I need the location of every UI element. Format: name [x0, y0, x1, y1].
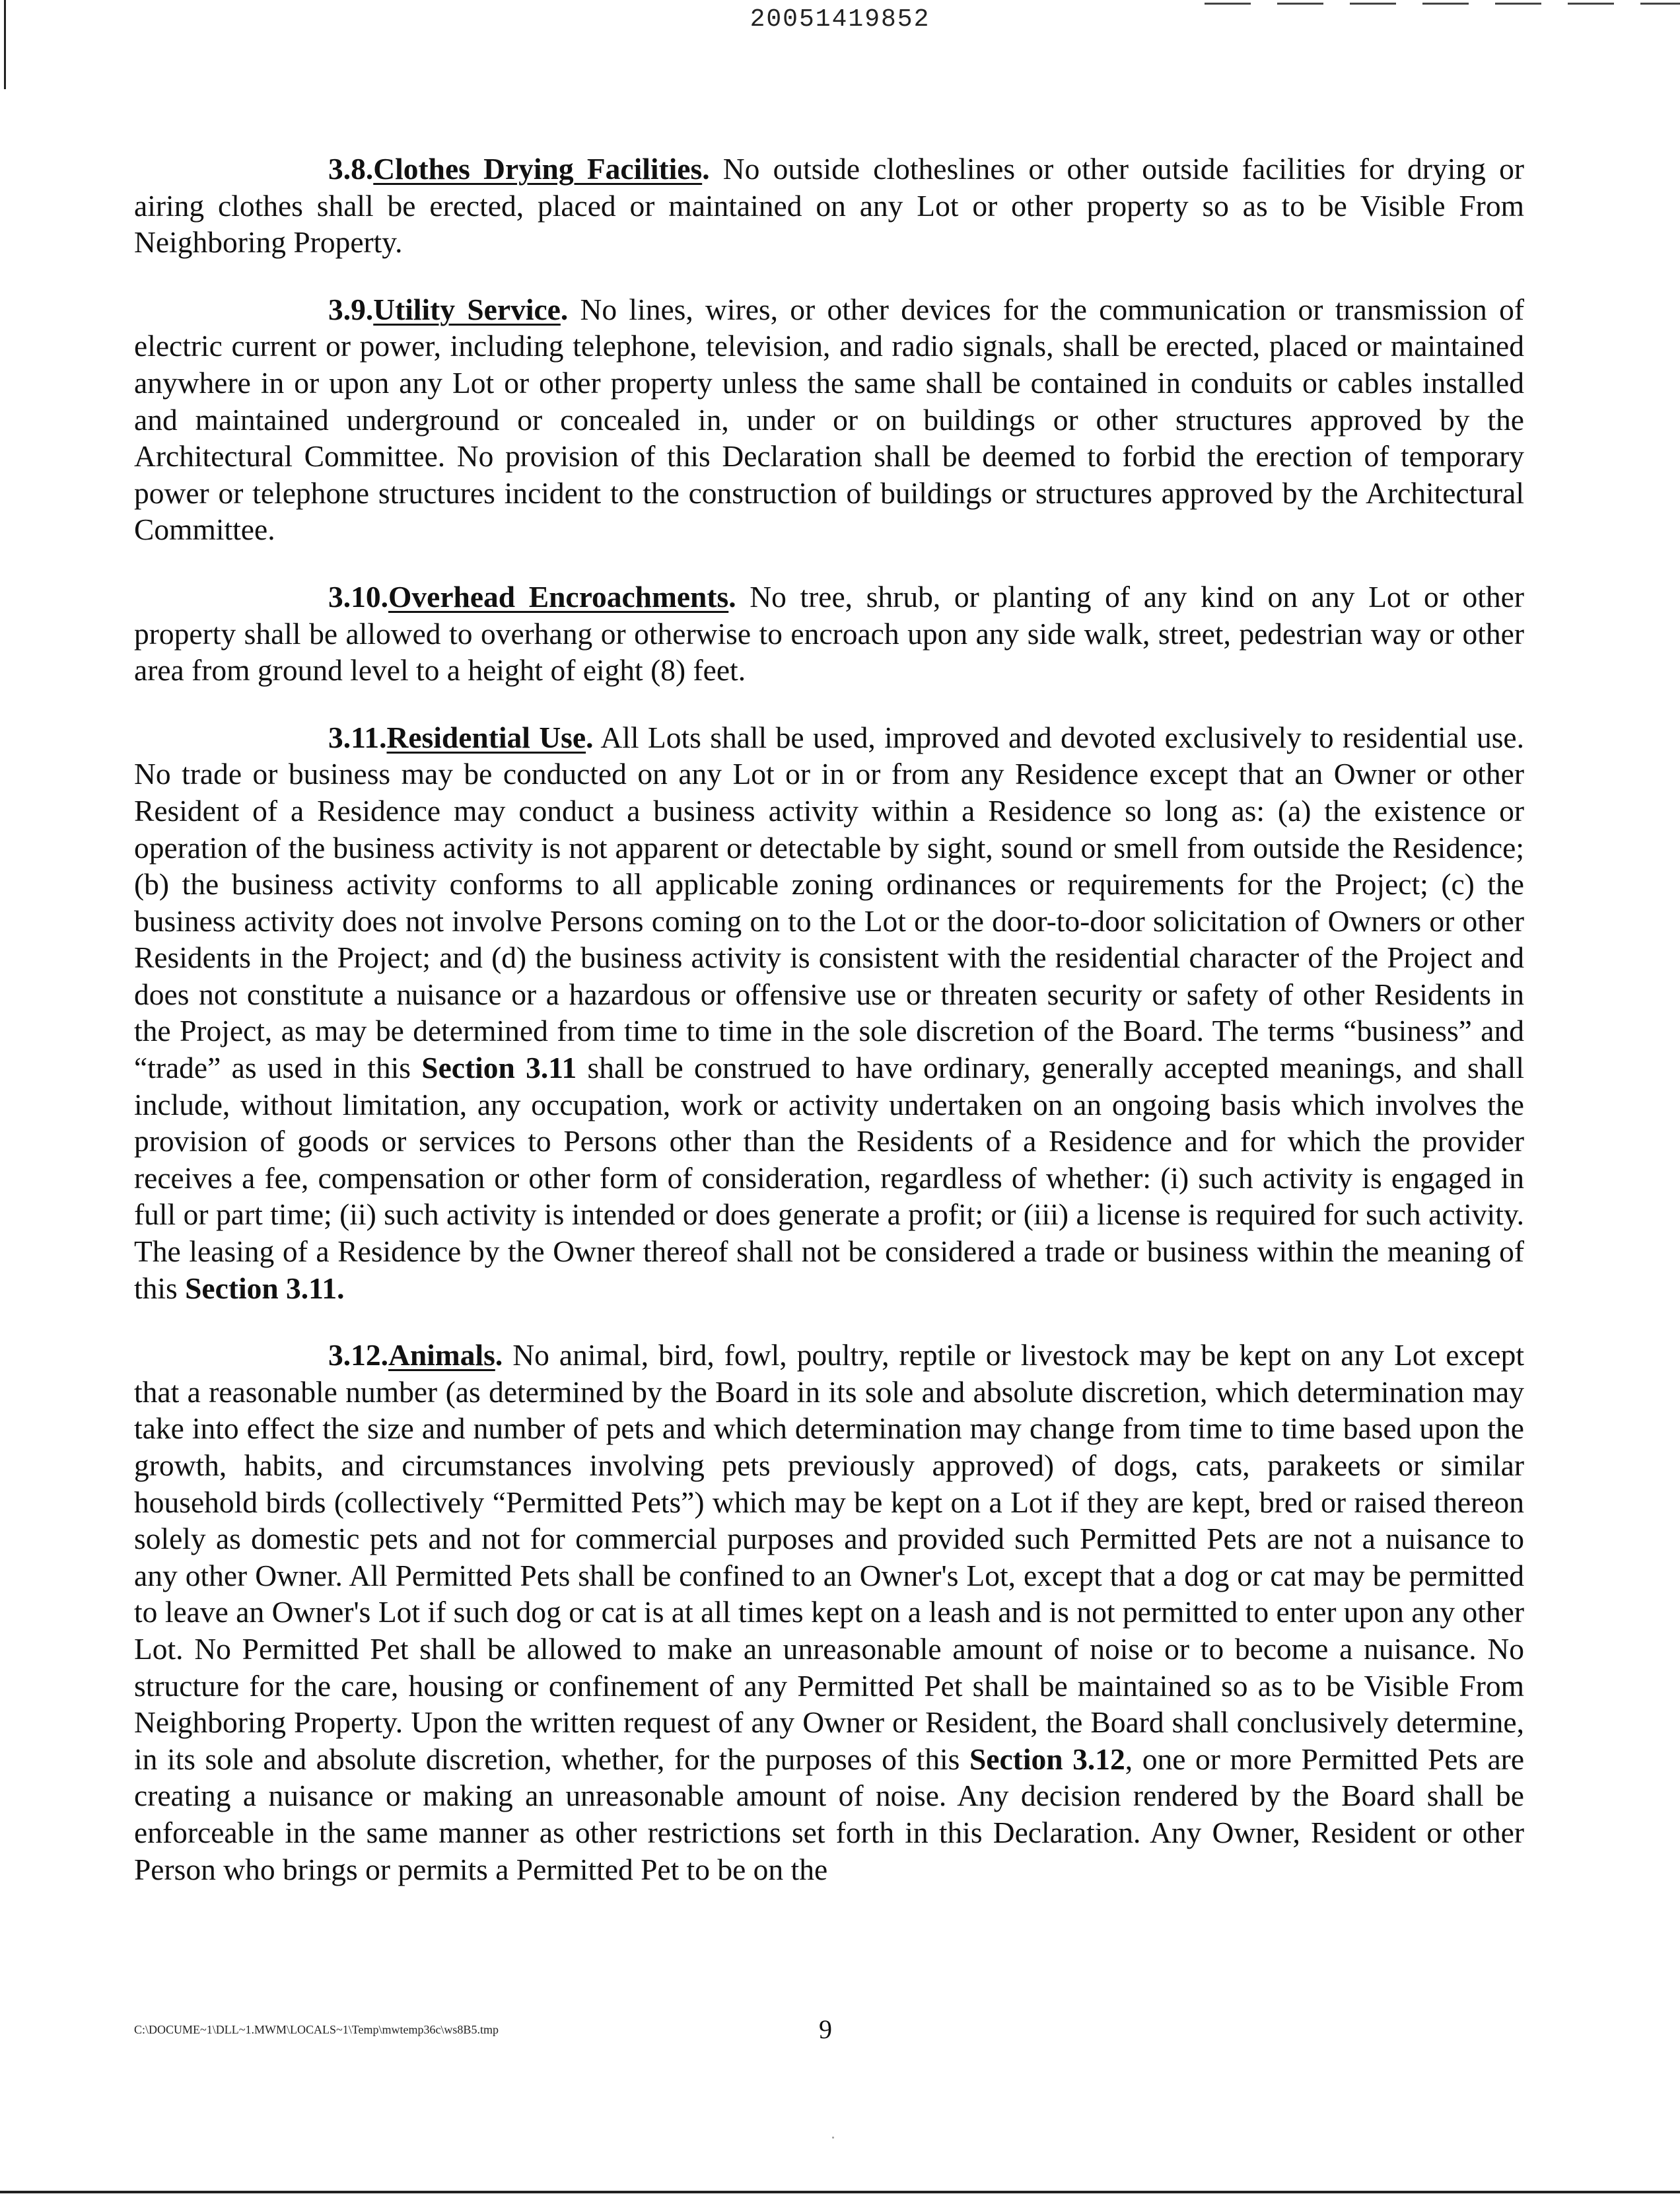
- section-number: 3.11.: [328, 720, 387, 754]
- section-3-10: [134, 579, 1524, 689]
- section-number: 3.9.: [328, 292, 374, 326]
- section-cross-reference: Section 3.11.: [185, 1271, 345, 1305]
- section-text: , one or more Permitted Pets are creating a nuisance or making an unreasonable amount of noise. Any decision rendered by the Board shall be enforceable in the same manner as other restrictions set forth in this Declaration. Any Owner, Resident or other Person who brings or permits a Permitted Pet to be on the: [134, 1742, 1525, 1886]
- section-cross-reference: Section 3.12: [969, 1742, 1125, 1776]
- section-text: shall be construed to have ordinary, generally accepted meanings, and shall include, without limitation, any occupation, work or activity undertaken on an ongoing basis which involves the provision of goods or services to Persons other than the Residents of a Residence and for which the provider receives a fee, compensation or other form of consideration, regardless of whether: (i) such activity is engaged in full or part time; (ii) such activity is intended or does generate a profit; or (iii) a license is required for such activity. The leasing of a Residence by the Owner thereof shall not be considered a trade or business within the meaning of this: [134, 1051, 1524, 1305]
- section-heading: Utility Service: [373, 292, 561, 326]
- section-paragraph: [134, 1337, 1524, 1888]
- section-number: 3.12.: [328, 1338, 388, 1372]
- section-3-8: [134, 151, 1524, 261]
- scan-top-dashed-rule: [1205, 3, 1680, 5]
- section-text: All Lots shall be used, improved and devoted exclusively to residential use. No trade or business may be conducted on any Lot or in or from any Residence except that an Owner or other Resident of a Residence may conduct a business activity within a Residence so long as: (a) the existence or operation of the business activity is not apparent or detectable by sight, sound or smell from outside the Residence; (b) the business activity conforms to all applicable zoning ordinances or requirements for the Project; (c) the business activity does not involve Persons coming on to the Lot or the door-to-door solicitation of Owners or other Residents in the Project; and (d) the business activity is consistent with the residential character of the Project and does not constitute a nuisance or a hazardous or offensive use or threaten security or safety of other Residents in the Project, as may be determined from time to time in the sole discretion of the Board. The terms “business” and “trade” as used in this: [134, 720, 1524, 1085]
- section-number: 3.8.: [328, 152, 374, 186]
- footer-file-path: C:\DOCUME~1\DLL~1.MWM\LOCALS~1\Temp\mwtemp36c\ws8B5.tmp: [134, 2023, 499, 2036]
- section-cross-reference: Section 3.11: [421, 1051, 577, 1085]
- section-text: No animal, bird, fowl, poultry, reptile or livestock may be kept on any Lot except that a reasonable number (as determined by the Board in its sole and absolute discretion, which determination may take into effect the size and number of pets and which determination may change from time to time based upon the growth, habits, and circumstances involving pets previously approved) of dogs, cats, parakeets or similar household birds (collectively “Permitted Pets”) which may be kept on a Lot if they are kept, bred or raised thereon solely as domestic pets and not for commercial purposes and provided such Permitted Pets are not a nuisance to any other Owner. All Permitted Pets shall be confined to an Owner's Lot, except that a dog or cat may be permitted to leave an Owner's Lot if such dog or cat is at all times kept on a leash and is not permitted to enter upon any other Lot. No Permitted Pet shall be allowed to make an unreasonable amount of noise or to become a nuisance. No structure for the care, housing or confinement of any Permitted Pet shall be maintained so as to be Visible From Neighboring Property. Upon the written request of any Owner or Resident, the Board shall conclusively determine, in its sole and absolute discretion, whether, for the purposes of this: [134, 1338, 1524, 1776]
- section-paragraph: [134, 291, 1524, 548]
- recording-document-number: 20051419852: [750, 5, 930, 34]
- section-3-12: [134, 1337, 1524, 1888]
- section-paragraph: [134, 151, 1524, 261]
- section-3-11: [134, 719, 1524, 1307]
- scan-bottom-edge-rule: [0, 2191, 1680, 2193]
- section-heading: Animals: [388, 1338, 495, 1372]
- section-paragraph: [134, 719, 1524, 1307]
- heading-period: .: [495, 1338, 503, 1372]
- heading-period: .: [728, 579, 736, 614]
- section-heading: Residential Use: [386, 720, 586, 754]
- section-heading: Clothes Drying Facilities: [373, 152, 703, 186]
- section-text: No tree, shrub, or planting of any kind on any Lot or other property shall be allowed to overhang or otherwise to encroach upon any side walk, street, pedestrian way or other area from ground level to a height of eight (8) feet.: [134, 579, 1524, 688]
- section-text: No lines, wires, or other devices for the communication or transmission of electric current or power, including telephone, television, and radio signals, shall be erected, placed or maintained anywhere in or upon any Lot or other property unless the same shall be contained in conduits or cables installed and maintained underground or concealed in, under or on buildings or other structures approved by the Architectural Committee. No provision of this Declaration shall be deemed to forbid the erection of temporary power or telephone structures incident to the construction of buildings or structures approved by the Architectural Committee.: [134, 292, 1524, 547]
- heading-period: .: [586, 720, 594, 754]
- scan-speck: [832, 2137, 834, 2139]
- section-3-9: [134, 291, 1524, 548]
- section-heading: Overhead Encroachments: [388, 579, 729, 614]
- heading-period: .: [560, 292, 569, 326]
- section-number: 3.10.: [328, 579, 388, 614]
- section-paragraph: [134, 579, 1524, 689]
- page-body: [134, 151, 1524, 1918]
- section-text: No outside clotheslines or other outside facilities for drying or airing clothes shall be erected, placed or maintained on any Lot or other property so as to be Visible From Neighboring Property.: [134, 152, 1524, 260]
- heading-period: .: [702, 152, 710, 186]
- page-number: 9: [819, 2014, 832, 2044]
